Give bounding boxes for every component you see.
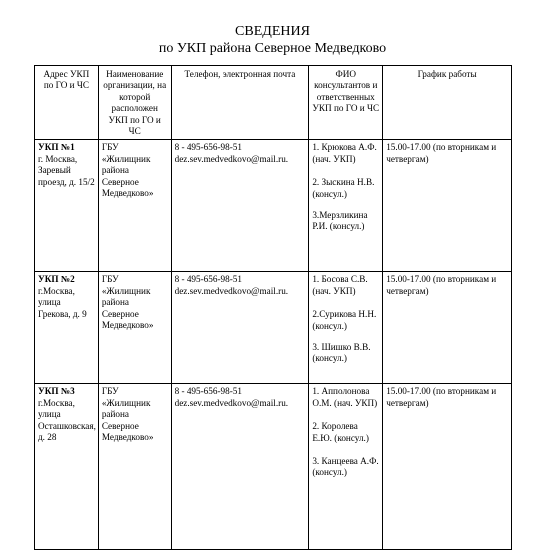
phone-text: 8 - 495-656-98-51 (174, 386, 242, 397)
table-row (35, 384, 512, 550)
header-schedule: График работы (383, 66, 512, 140)
header-phone-email: Телефон, электронная почта (171, 66, 309, 140)
table-row (35, 272, 512, 384)
consultant-3: 3. Шишко В.В. (консул.) (312, 342, 371, 364)
consultant-2: 2. Зыскина Н.В. (консул.) (312, 177, 375, 199)
schedule-cell: 15.00-17.00 (по вторникам и четвергам) (383, 272, 512, 384)
contact-cell (171, 384, 309, 550)
organization-cell: ГБУ «Жилищник района Северное Медведково» (98, 384, 171, 550)
document-subtitle: по УКП района Северное Медведково (158, 41, 387, 56)
address-text: г.Москва, улица Грекова, д. 9 (38, 285, 87, 319)
contact-cell (171, 140, 309, 272)
consultant-2: 2. Королева Е.Ю. (консул.) (312, 421, 369, 443)
address-cell (35, 384, 99, 550)
header-consultants: ФИО консультантов и ответственных УКП по ГО и ЧС (309, 66, 383, 140)
email-text: dez.sev.medvedkovo@mail.ru. (174, 153, 289, 164)
consultants-cell (309, 272, 383, 384)
address-text: г. Москва, Заревый проезд, д. 15/2 (38, 153, 95, 187)
ukp-table (34, 65, 512, 550)
organization-cell: ГБУ «Жилищник района Северное Медведково» (98, 272, 171, 384)
table-row (35, 140, 512, 272)
ukp-number: УКП №1 (38, 142, 75, 153)
consultants-cell (309, 140, 383, 272)
phone-text: 8 - 495-656-98-51 (174, 274, 242, 285)
consultant-3: 3.Мерзликина Р.И. (консул.) (312, 210, 368, 232)
schedule-cell: 15.00-17.00 (по вторникам и четвергам) (383, 140, 512, 272)
ukp-number: УКП №3 (38, 386, 75, 397)
address-text: г.Москва, улица Осташковская, д. 28 (38, 397, 96, 443)
consultant-1: 1. Босова С.В. (нач. УКП) (312, 274, 368, 296)
email-text: dez.sev.medvedkovo@mail.ru. (174, 397, 289, 408)
consultant-3: 3. Канцеева А.Ф. (консул.) (312, 456, 379, 478)
consultant-1: 1. Крюкова А.Ф. (нач. УКП) (312, 142, 377, 164)
address-cell (35, 140, 99, 272)
document-title: СВЕДЕНИЯ (235, 24, 310, 39)
consultant-1: 1. Апполонова О.М. (нач. УКП) (312, 386, 378, 408)
consultant-2: 2.Сурикова Н.Н. (консул.) (312, 309, 377, 331)
consultants-cell (309, 384, 383, 550)
header-address: Адрес УКП по ГО и ЧС (35, 66, 99, 140)
header-organization: Наименование организации, на которой расположен УКП по ГО и ЧС (98, 66, 171, 140)
table-header-row (35, 66, 512, 140)
email-text: dez.sev.medvedkovo@mail.ru. (174, 285, 289, 296)
ukp-number: УКП №2 (38, 274, 75, 285)
phone-text: 8 - 495-656-98-51 (174, 142, 242, 153)
contact-cell (171, 272, 309, 384)
schedule-cell: 15.00-17.00 (по вторникам и четвергам) (383, 384, 512, 550)
organization-cell: ГБУ «Жилищник района Северное Медведково» (98, 140, 171, 272)
address-cell (35, 272, 99, 384)
